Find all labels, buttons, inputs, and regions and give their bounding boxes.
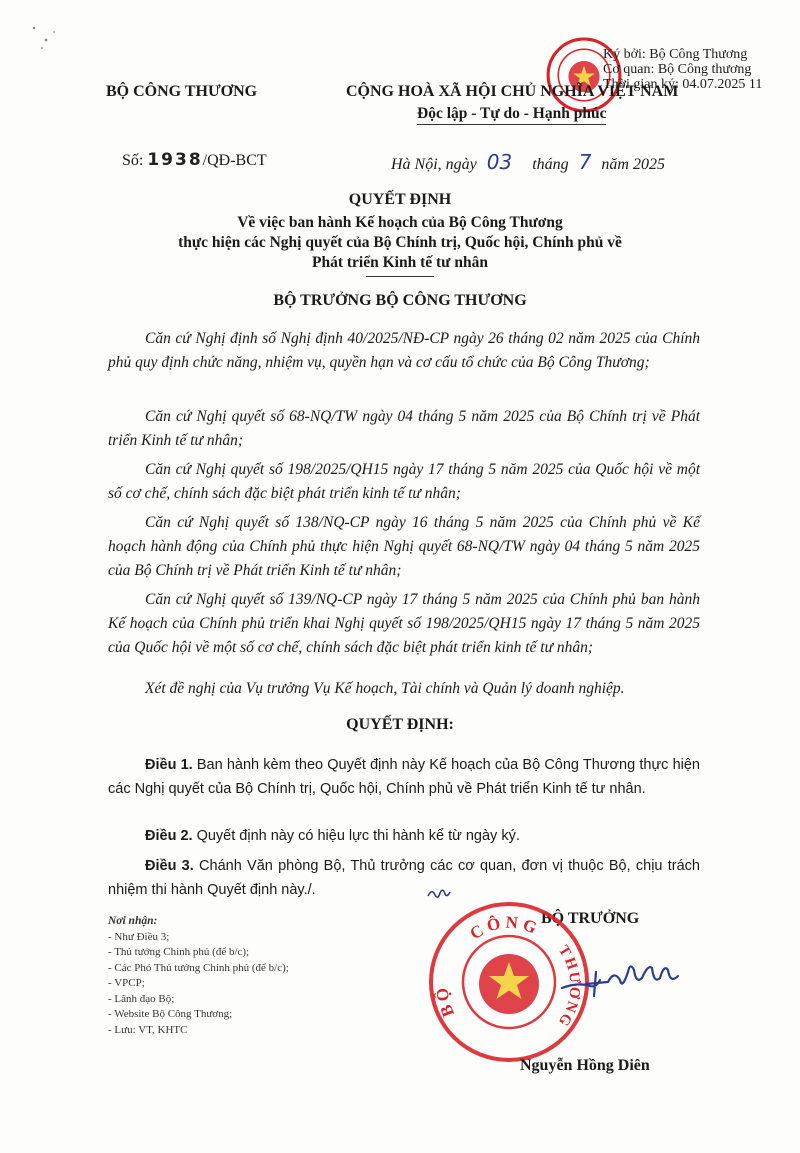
country-name: CỘNG HOÀ XÃ HỘI CHỦ NGHĨA VIỆT NAM [346,83,679,100]
article-1-label: Điều 1. [145,757,193,773]
subject-line-3: Phát triển Kinh tế tư nhân [312,254,488,271]
title-divider [366,276,434,277]
preamble-2: Căn cứ Nghị quyết số 68-NQ/TW ngày 04 tháng 5 năm 2025 của Bộ Chính trị về Phát triển Kinh tế tư nhân; [108,408,700,449]
recipients-block [108,914,348,1038]
seal-top-text: CÔNG [466,912,544,944]
number-prefix: Số: [122,152,144,169]
subject-line-1: Về việc ban hành Kế hoạch của Bộ Công Thương [237,214,563,231]
article-1 [108,753,700,801]
preamble-5: Căn cứ Nghị quyết số 139/NQ-CP ngày 17 tháng 5 năm 2025 của Chính phủ ban hành Kế hoạch của Chính phủ triển khai Nghị quyết số 198/2025/QH15 ngày 17 tháng 5 năm 2025 của Quốc hội về một số cơ chế, chính sách đặc biệt phát triển kinh tế tư nhân; [108,591,700,656]
handwritten-signature [556,950,706,1010]
decision-heading: QUYẾT ĐỊNH: [346,716,454,733]
number-suffix: /QĐ-BCT [202,152,267,169]
seal-left-text: BỘ [432,984,458,1020]
recipient-item: - Lãnh đạo Bộ; [108,992,175,1005]
article-3-label: Điều 3. [145,858,194,874]
issue-date [391,150,665,174]
article-2 [108,824,700,848]
article-2-label: Điều 2. [145,828,193,844]
digital-time: Thời gian ký: 04.07.2025 11 [603,77,763,92]
document-title: QUYẾT ĐỊNH [348,191,452,208]
ministry-name: BỘ CÔNG THƯƠNG [106,83,258,100]
date-day: 03 [486,150,513,174]
date-year: năm 2025 [601,156,665,173]
decision-number [122,150,267,170]
scan-artifact [26,18,66,58]
motto: Độc lập - Tự do - Hạnh phúc [417,105,606,125]
recipients-label: Nơi nhận: [108,915,158,927]
article-1-text: Ban hành kèm theo Quyết định này Kế hoạch của Bộ Công Thương thực hiện các Nghị quyết của Bộ Chính trị, Quốc hội, Chính phủ về Phát triển Kinh tế tư nhân. [108,757,700,797]
preamble-6: Xét đề nghị của Vụ trưởng Vụ Kế hoạch, Tài chính và Quản lý doanh nghiệp. [145,680,625,697]
recipient-item: - Website Bộ Công Thương; [108,1008,233,1020]
preamble-4: Căn cứ Nghị quyết số 138/NQ-CP ngày 16 tháng 5 năm 2025 của Chính phủ về Kế hoạch hành động của Chính phủ thực hiện Nghị quyết 68-NQ/TW ngày 04 tháng 5 năm 2025 của Bộ Chính trị về Phát triển Kinh tế tư nhân; [108,514,700,579]
date-month: 7 [578,150,592,174]
recipient-item: - Như Điều 3; [108,930,170,943]
signer-position: BỘ TRƯỞNG [541,910,640,927]
article-3-text: Chánh Văn phòng Bộ, Thủ trưởng các cơ quan, đơn vị thuộc Bộ, chịu trách nhiệm thi hành Quyết định này./. [108,858,700,898]
authority-heading: BỘ TRƯỞNG BỘ CÔNG THƯƠNG [273,292,527,309]
article-3 [108,854,700,902]
preamble-3: Căn cứ Nghị quyết số 198/2025/QH15 ngày 17 tháng 5 năm 2025 của Quốc hội về một số cơ chế, chính sách đặc biệt phát triển kinh tế tư nhân; [108,461,700,502]
svg-text:CÔNG [467,913,544,944]
recipient-item: - Các Phó Thủ tướng Chính phủ (để b/c); [108,961,289,974]
preamble-1: Căn cứ Nghị định số Nghị định 40/2025/NĐ-CP ngày 26 tháng 02 năm 2025 của Chính phủ quy định chức năng, nhiệm vụ, quyền hạn và cơ cấu tổ chức của Bộ Công Thương; [108,330,700,371]
article-2-text: Quyết định này có hiệu lực thi hành kể từ ngày ký. [192,828,520,844]
recipient-item: - Thủ tướng Chính phủ (để b/c); [108,946,250,958]
subject-line-2: thực hiện các Nghị quyết của Bộ Chính trị, Quốc hội, Chính phủ về [178,234,622,251]
digital-signer: Ký bởi: Bộ Công Thương [603,47,748,62]
digital-agency: Cơ quan: Bộ Công thương [603,62,752,77]
seal-right-text: THƯƠNG [553,942,583,1031]
date-prefix: Hà Nội, ngày [391,156,477,173]
signer-name: Nguyễn Hồng Diên [520,1057,650,1074]
recipient-item: - Lưu: VT, KHTC [108,1023,188,1036]
number-handwritten: 1938 [147,150,203,170]
date-month-label: tháng [532,156,569,173]
recipient-item: - VPCP; [108,977,145,989]
